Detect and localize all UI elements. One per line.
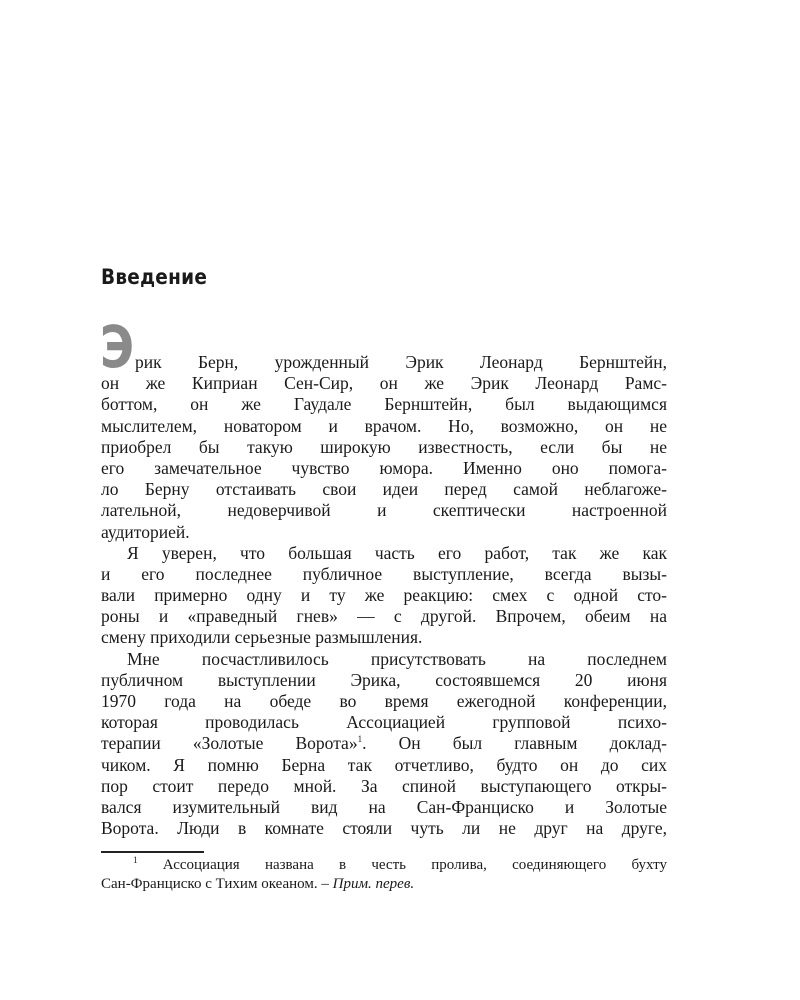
translator-note: Прим. перев.: [332, 875, 415, 892]
section-heading: Введение: [101, 265, 208, 289]
text-line: боттом, он же Гаудале Бернштейн, был выдающимся: [101, 394, 667, 415]
text-line: роны и «праведный гнев» — с другой. Впрочем, обеим на: [101, 606, 667, 627]
text-fragment: терапии «Золотые Ворота»: [101, 733, 358, 754]
text-line: приобрел бы такую широкую известность, если бы не: [101, 436, 667, 457]
text-line: которая проводилась Ассоциацией групповой психо-: [101, 712, 667, 733]
text-line: вался изумительный вид на Сан-Франциско и Золотые: [101, 796, 667, 817]
text-line: он же Киприан Сен-Сир, он же Эрик Леонард Рамс-: [101, 373, 667, 394]
text-line: аудиторией.: [101, 521, 190, 542]
text-line: чиком. Я помню Берна так отчетливо, будто он до сих: [101, 754, 667, 775]
footnote-line: [101, 856, 667, 875]
text-line: лательной, недоверчивой и скептически настроенной: [101, 500, 667, 521]
footnote-text: Ассоциация названа в честь пролива, соединяющего бухту: [162, 857, 667, 873]
text-line: публичном выступлении Эрика, состоявшемся 20 июня: [101, 669, 667, 690]
text-line: ло Берну отстаивать свои идеи перед самой неблагоже-: [101, 479, 667, 500]
text-line: пор стоит передо мной. За спиной выступающего откры-: [101, 775, 667, 796]
footnote-divider: [101, 851, 204, 853]
text-line: Ворота. Люди в комнате стояли чуть ли не друг на друге,: [101, 818, 667, 839]
footnote-text: Сан-Франциско с Тихим океаном. –: [101, 875, 329, 892]
text-line: и его последнее публичное выступление, всегда вызы-: [101, 563, 667, 584]
footnote: [101, 856, 667, 893]
text-line: вали примерно одну и ту же реакцию: смех с одной сто-: [101, 585, 667, 606]
text-line-with-footnote: [101, 733, 667, 754]
footnote-marker: 1: [133, 855, 138, 865]
text-line: смену приходили серьезные размышления.: [101, 627, 423, 648]
footnote-reference[interactable]: 1: [357, 734, 363, 745]
text-line: Я уверен, что большая часть его работ, так же как: [127, 542, 667, 563]
text-line: рик Берн, урожденный Эрик Леонард Бернштейн,: [135, 352, 667, 372]
text-line: 1970 года на обеде во время ежегодной конференции,: [101, 691, 667, 711]
body-text: [101, 352, 667, 839]
footnote-line: [101, 875, 667, 894]
text-line: его замечательное чувство юмора. Именно оно помога-: [101, 457, 667, 478]
drop-cap: Э: [100, 313, 135, 381]
text-line: мыслителем, новатором и врачом. Но, возможно, он не: [101, 415, 667, 436]
text-line: Мне посчастливилось присутствовать на последнем: [127, 648, 667, 669]
text-fragment: . Он был главным доклад-: [362, 733, 667, 754]
